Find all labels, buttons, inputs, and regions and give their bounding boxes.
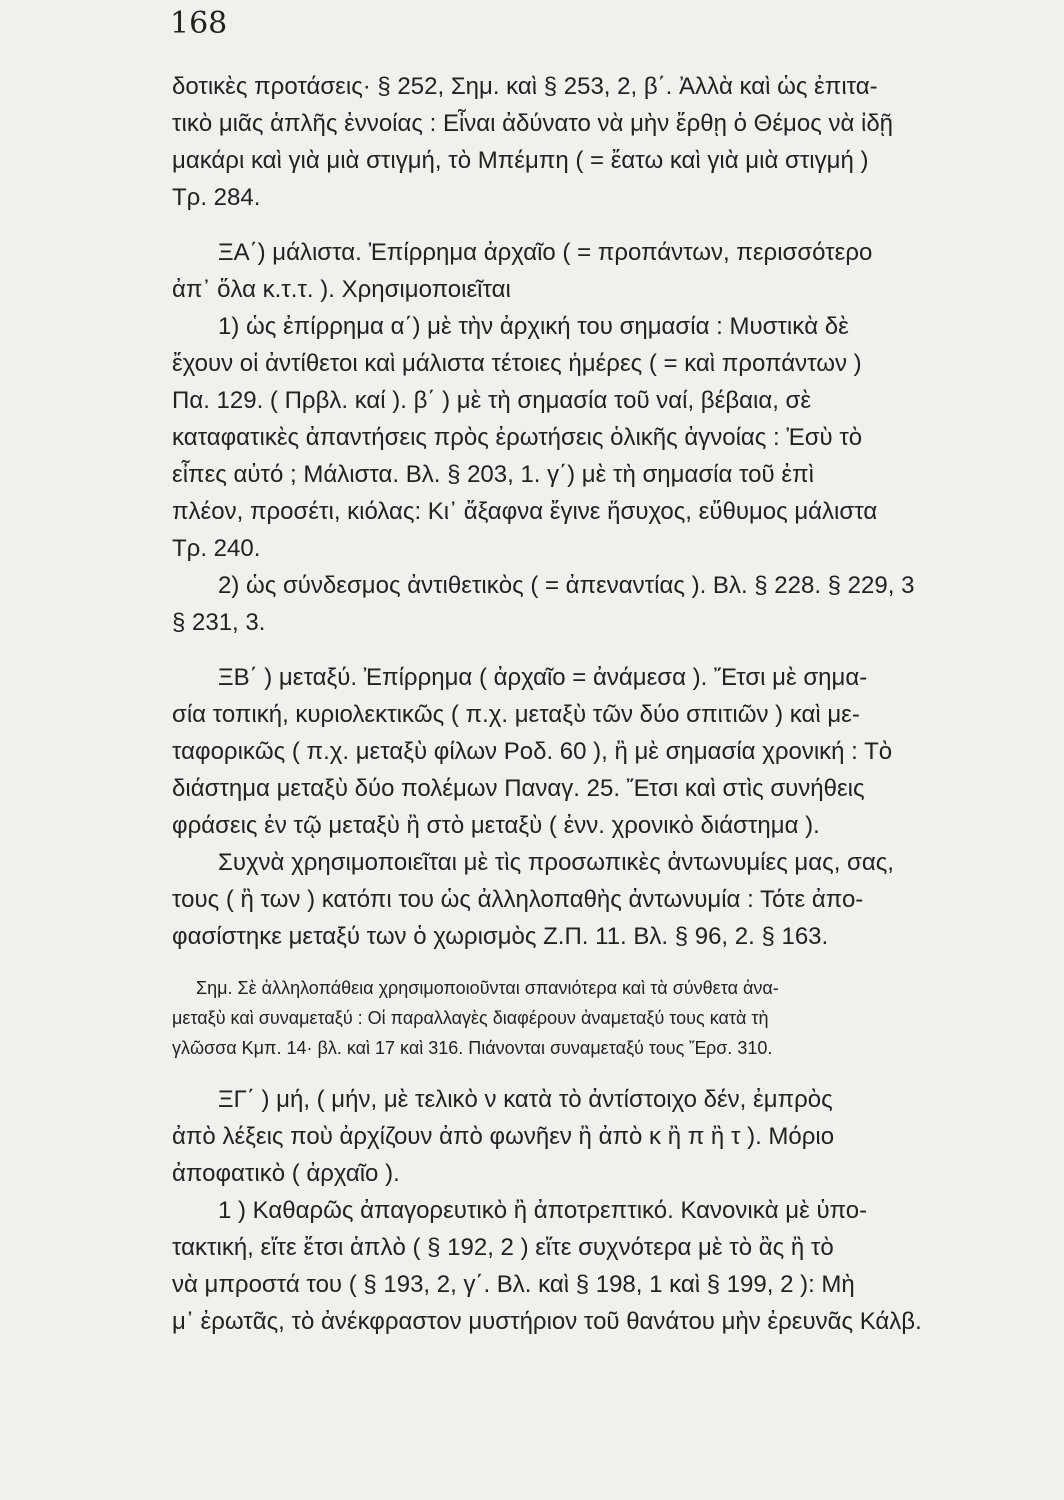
paragraph-gap (172, 216, 1032, 234)
text-line: φράσεις ἐν τῷ μεταξὺ ἢ στὸ μεταξὺ ( ἐνν. χρονικὸ διάστημα ). (172, 812, 820, 839)
text-line: εἶπες αὐτό ; Μάλιστα. Βλ. § 203, 1. γ΄) μὲ τὴ σημασία τοῦ ἐπὶ (172, 461, 814, 488)
text-line: νὰ μπροστά του ( § 193, 2, γ΄. Βλ. καὶ § 198, 1 καὶ § 199, 2 ): Μὴ (172, 1271, 855, 1298)
text-line: ἀπὸ λέξεις ποὺ ἀρχίζουν ἀπὸ φωνῆεν ἢ ἀπὸ κ ἢ π ἢ τ ). Μόριο (172, 1123, 835, 1150)
text-line: Τρ. 284. (172, 184, 261, 211)
text-line: ΞΓ΄ ) μή, ( μήν, μὲ τελικὸ ν κατὰ τὸ ἀντίστοιχο δέν, ἐμπρὸς (218, 1086, 833, 1113)
text-line: ταφορικῶς ( π.χ. μεταξὺ φίλων Ροδ. 60 ), ἢ μὲ σημασία χρονική : Τὸ (172, 738, 893, 765)
text-line: μακάρι καὶ γιὰ μιὰ στιγμή, τὸ Μπέμπη ( = ἔατω καὶ γιὰ μιὰ στιγμή ) (172, 147, 869, 174)
text-line: § 231, 3. (172, 609, 266, 636)
text-line: ἔχουν οἱ ἀντίθετοι καὶ μάλιστα τέτοιες ἡμέρες ( = καὶ προπάντων ) (172, 350, 862, 377)
text-line: τακτική, εἴτε ἔτσι ἁπλὸ ( § 192, 2 ) εἴτε συχνότερα μὲ τὸ ἂς ἢ τὸ (172, 1234, 834, 1261)
text-line: σία τοπική, κυριολεκτικῶς ( π.χ. μεταξὺ τῶν δύο σπιτιῶν ) καὶ με- (172, 701, 860, 728)
text-line: καταφατικὲς ἀπαντήσεις πρὸς ἐρωτήσεις ὁλικῆς ἀγνοίας : Ἐσὺ τὸ (172, 424, 863, 451)
footnote-line: Σημ. Σὲ ἀλληλοπάθεια χρησιμοποιοῦνται σπανιότερα καὶ τὰ σύνθετα ἀνα- (196, 978, 779, 998)
paragraph-gap (172, 955, 1032, 973)
text-line: Συχνὰ χρησιμοποιεῖται μὲ τὶς προσωπικὲς ἀντωνυμίες μας, σας, (218, 849, 894, 876)
text-line: δοτικὲς προτάσεις· § 252, Σημ. καὶ § 253, 2, β΄. Ἀλλὰ καὶ ὡς ἐπιτα- (172, 73, 878, 100)
text-line: Πα. 129. ( Πρβλ. καί ). β΄ ) μὲ τὴ σημασία τοῦ ναί, βέβαια, σὲ (172, 387, 812, 414)
text-line: τους ( ἢ των ) κατόπι του ὡς ἀλληλοπαθὴς ἀντωνυμία : Τότε ἀπο- (172, 886, 864, 913)
text-line: πλέον, προσέτι, κιόλας: Κι᾽ ἄξαφνα ἔγινε ἥσυχος, εὔθυμος μάλιστα (172, 498, 878, 525)
text-line: ΞΑ΄) μάλιστα. Ἐπίρρημα ἀρχαῖο ( = προπάντων, περισσότερο (218, 239, 873, 266)
text-line: 1 ) Καθαρῶς ἀπαγορευτικὸ ἢ ἀποτρεπτικό. Κανονικὰ μὲ ὑπο- (218, 1197, 868, 1224)
page-body-text (172, 68, 1032, 1340)
text-line: τικὸ μιᾶς ἁπλῆς ἐννοίας : Εἶναι ἀδύνατο νὰ μὴν ἔρθῃ ὁ Θέμος νὰ ἰδῇ (172, 110, 894, 137)
page-number: 168 (170, 6, 228, 41)
text-line: 2) ὡς σύνδεσμος ἀντιθετικὸς ( = ἀπεναντίας ). Βλ. § 228. § 229, 3 (218, 572, 915, 599)
text-line: 1) ὡς ἐπίρρημα α΄) μὲ τὴν ἀρχική του σημασία : Μυστικὰ δὲ (218, 313, 849, 340)
text-line: φασίστηκε μεταξύ των ὁ χωρισμὸς Ζ.Π. 11. Βλ. § 96, 2. § 163. (172, 923, 829, 950)
text-line: ἀπ᾽ ὅλα κ.τ.τ. ). Χρησιμοποιεῖται (172, 276, 511, 303)
text-line: ἀποφατικὸ ( ἀρχαῖο ). (172, 1160, 400, 1187)
paragraph-gap (172, 641, 1032, 659)
paragraph-gap (172, 1063, 1032, 1081)
footnote-line: γλῶσσα Κμπ. 14· βλ. καὶ 17 καὶ 316. Πιάνονται συναμεταξύ τους Ἔρσ. 310. (172, 1038, 773, 1058)
text-line: ΞΒ΄ ) μεταξύ. Ἐπίρρημα ( ἀρχαῖο = ἀνάμεσα ). Ἔτσι μὲ σημα- (218, 664, 868, 691)
text-line: διάστημα μεταξὺ δύο πολέμων Παναγ. 25. Ἔτσι καὶ στὶς συνήθεις (172, 775, 865, 802)
text-line: Τρ. 240. (172, 535, 261, 562)
footnote-line: μεταξὺ καὶ συναμεταξύ : Οἱ παραλλαγὲς διαφέρουν ἀναμεταξύ τους κατὰ τὴ (172, 1008, 769, 1028)
text-line: μ᾽ ἐρωτᾶς, τὸ ἀνέκφραστον μυστήριον τοῦ θανάτου μὴν ἐρευνᾶς Κάλβ. (172, 1308, 922, 1335)
